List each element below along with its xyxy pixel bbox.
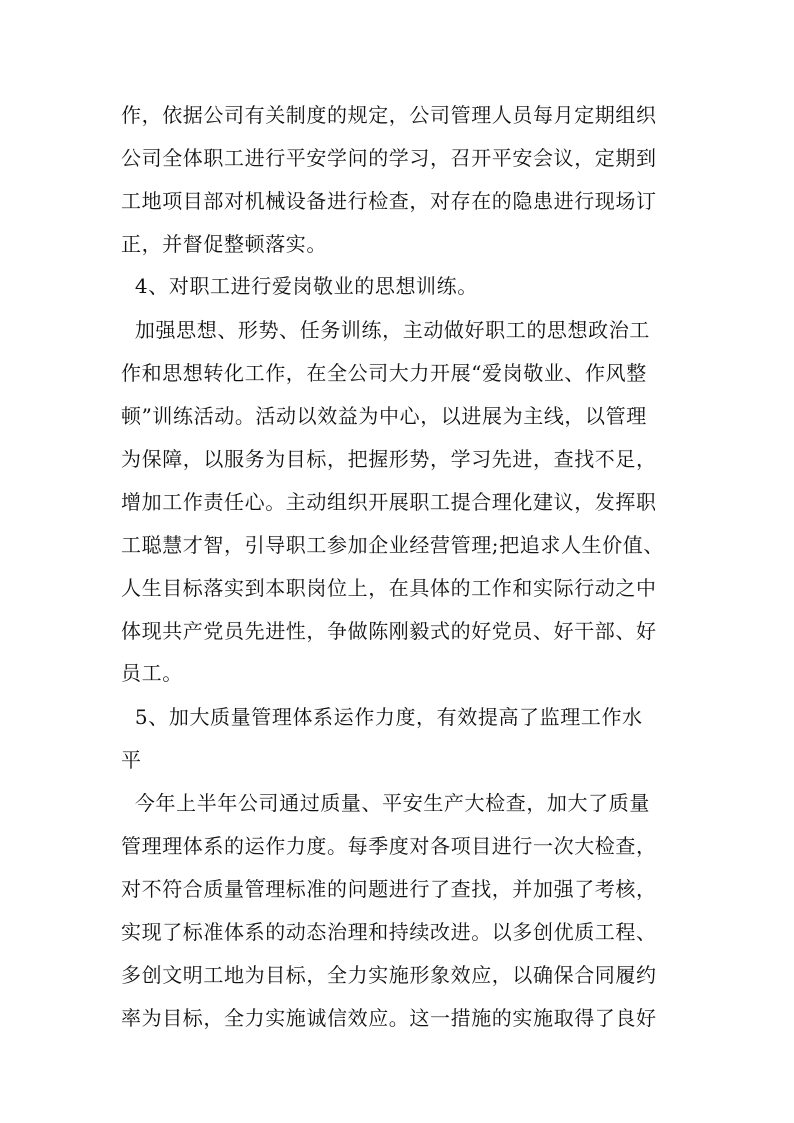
text-line-17: 今年上半年公司通过质量、平安生产大检查，加大了质量 <box>121 791 650 815</box>
text-line-13: 体现共产党员先进性，争做陈刚毅式的好党员、好干部、好 <box>121 619 657 643</box>
text-line-14: 员工。 <box>121 661 183 685</box>
text-line-7: 作和思想转化工作，在全公司大力开展“爱岗敬业、作风整 <box>121 361 647 385</box>
section-heading-5: 5、加大质量管理体系运作力度，有效提高了监理工作水 <box>121 705 643 729</box>
text-line-20: 实现了标准体系的动态治理和持续改进。以多创优质工程、 <box>121 920 657 944</box>
text-line-8: 顿”训练活动。活动以效益为中心，以进展为主线，以管理 <box>121 404 647 428</box>
section-heading-4: 4、对职工进行爱岗敬业的思想训练。 <box>121 274 478 298</box>
text-line-16: 平 <box>121 748 142 772</box>
text-line-3: 工地项目部对机械设备进行检查，对存在的隐患进行现场订 <box>121 189 657 213</box>
text-line-22: 率为目标，全力实施诚信效应。这一措施的实施取得了良好 <box>121 1006 657 1030</box>
text-line-11: 工聪慧才智，引导职工参加企业经营管理;把追求人生价值、 <box>121 533 664 557</box>
text-line-12: 人生目标落实到本职岗位上，在具体的工作和实际行动之中 <box>121 576 657 600</box>
text-line-4: 正，并督促整顿落实。 <box>121 232 327 256</box>
text-line-10: 增加工作责任心。主动组织开展职工提合理化建议，发挥职 <box>121 490 657 514</box>
text-line-19: 对不符合质量管理标准的问题进行了查找，并加强了考核， <box>121 877 657 901</box>
text-line-9: 为保障，以服务为目标，把握形势，学习先进，查找不足， <box>121 447 657 471</box>
text-line-18: 管理理体系的运作力度。每季度对各项目进行一次大检查， <box>121 834 657 858</box>
text-line-2: 公司全体职工进行平安学问的学习，召开平安会议，定期到 <box>121 146 657 170</box>
text-line-1: 作，依据公司有关制度的规定，公司管理人员每月定期组织 <box>121 103 657 127</box>
text-line-6: 加强思想、形势、任务训练，主动做好职工的思想政治工 <box>121 318 650 342</box>
text-line-21: 多创文明工地为目标，全力实施形象效应，以确保合同履约 <box>121 963 657 987</box>
